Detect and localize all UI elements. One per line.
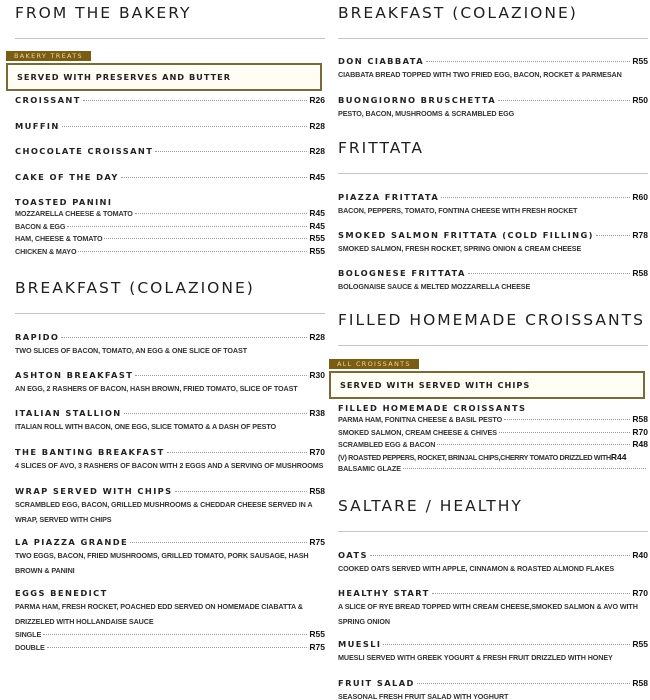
item-name: FRUIT SALAD	[338, 678, 415, 688]
menu-item[interactable]	[15, 537, 325, 578]
item-price: R58	[632, 678, 648, 688]
item-name: CAKE OF THE DAY	[15, 172, 119, 182]
leader-dots	[175, 491, 308, 492]
section-rule	[15, 313, 325, 314]
leader-dots	[62, 126, 308, 127]
item-description: BOLOGNAISE SAUCE & MELTED MOZZARELLA CHEESE	[338, 282, 531, 291]
leader-dots	[403, 468, 646, 469]
option-price: R48	[632, 439, 648, 449]
option-row-continued	[338, 464, 648, 477]
menu-item-panini[interactable]	[15, 197, 325, 258]
item-price: R28	[309, 121, 325, 131]
leader-dots	[426, 61, 630, 62]
item-price: R55	[632, 56, 648, 66]
item-price: R58	[309, 486, 325, 496]
item-name: WRAP SERVED WITH CHIPS	[15, 486, 173, 496]
menu-item[interactable]	[15, 370, 325, 396]
item-name: TOASTED PANINI	[15, 197, 113, 207]
section-rule	[338, 38, 648, 39]
item-price: R26	[309, 95, 325, 105]
item-description: A SLICE OF RYE BREAD TOPPED WITH CREAM CHEESE,SMOKED SALMON & AVO WITH SPRING ONION	[338, 602, 638, 626]
item-price: R28	[309, 332, 325, 342]
leader-dots	[498, 100, 630, 101]
item-price: R70	[309, 447, 325, 457]
leader-dots	[43, 634, 307, 635]
leader-dots	[78, 251, 307, 252]
option-row[interactable]	[15, 246, 325, 259]
menu-item[interactable]	[338, 678, 648, 700]
menu-item[interactable]	[338, 639, 648, 665]
section-rule	[338, 173, 648, 174]
option-name: MOZZARELLA CHEESE & TOMATO	[15, 209, 133, 218]
option-name: DOUBLE	[15, 642, 45, 652]
leader-dots	[155, 151, 307, 152]
item-price: R50	[632, 95, 648, 105]
item-description: 4 SLICES OF AVO, 3 RASHERS OF BACON WITH 2 EGGS AND A SERVING OF MUSHROOMS	[15, 461, 324, 470]
section-title: BREAKFAST (COLAZIONE)	[338, 4, 578, 22]
option-price: R70	[632, 426, 648, 437]
item-name: BUONGIORNO BRUSCHETTA	[338, 95, 497, 105]
item-name: LA PIAZZA GRANDE	[15, 537, 129, 547]
item-name: THE BANTING BREAKFAST	[15, 447, 165, 457]
option-price: R75	[309, 641, 325, 652]
item-description: TWO EGGS, BACON, FRIED MUSHROOMS, GRILLED TOMATO, PORK SAUSAGE, HASH BROWN & PANINI	[15, 551, 309, 575]
section-rule	[15, 38, 325, 39]
menu-item[interactable]	[15, 447, 325, 473]
item-description: SEASONAL FRESH FRUIT SALAD WITH YOGHURT	[338, 692, 509, 700]
leader-dots	[504, 419, 630, 420]
menu-item[interactable]	[338, 550, 648, 576]
section-croissants	[338, 311, 648, 329]
menu-item[interactable]	[338, 268, 648, 294]
menu-item[interactable]	[15, 172, 325, 182]
option-name: SCRAMBLED EGG & BACON	[338, 440, 436, 449]
leader-dots	[167, 452, 308, 453]
item-name: ASHTON BREAKFAST	[15, 370, 134, 380]
croissants-callout	[329, 353, 645, 399]
leader-dots	[370, 555, 631, 556]
leader-dots	[121, 177, 308, 178]
section-title: FILLED HOMEMADE CROISSANTS	[338, 311, 645, 329]
option-price: R44	[610, 451, 627, 462]
leader-dots	[61, 337, 307, 338]
section-title: BREAKFAST (COLAZIONE)	[15, 279, 255, 297]
leader-dots	[67, 226, 307, 227]
item-description: SMOKED SALMON, FRESH ROCKET, SPRING ONION & CREAM CHEESE	[338, 244, 582, 253]
item-name: RAPIDO	[15, 332, 60, 342]
option-price: R45	[309, 220, 325, 231]
item-price: R45	[309, 172, 325, 182]
option-row[interactable]	[338, 452, 648, 465]
menu-item[interactable]	[338, 192, 648, 218]
item-price: R30	[309, 370, 325, 380]
leader-dots	[135, 213, 308, 214]
option-row[interactable]	[15, 629, 325, 642]
section-healthy	[338, 497, 648, 515]
section-title: SALTARE / HEALTHY	[338, 497, 523, 515]
option-row[interactable]	[15, 642, 325, 655]
option-name: BALSAMIC GLAZE	[338, 464, 401, 473]
menu-item[interactable]	[338, 56, 648, 82]
item-name: MUFFIN	[15, 121, 60, 131]
item-description: SCRAMBLED EGG, BACON, GRILLED MUSHROOMS & CHEDDAR CHEESE SERVED IN A WRAP, SERVED WITH CHIPS	[15, 500, 313, 524]
item-price: R70	[632, 588, 648, 598]
item-description: PESTO, BACON, MUSHROOMS & SCRAMBLED EGG	[338, 109, 515, 118]
option-name: CHICKEN & MAYO	[15, 246, 77, 256]
item-description: TWO SLICES OF BACON, TOMATO, AN EGG & ONE SLICE OF TOAST	[15, 346, 247, 355]
menu-item[interactable]	[15, 332, 325, 358]
option-row[interactable]	[338, 414, 648, 427]
option-row[interactable]	[15, 233, 325, 246]
leader-dots	[83, 100, 308, 101]
item-name: BOLOGNESE FRITTATA	[338, 268, 466, 278]
menu-item[interactable]	[15, 486, 325, 527]
item-price: R78	[632, 230, 648, 240]
item-name: SMOKED SALMON FRITTATA (COLD FILLING)	[338, 230, 594, 240]
leader-dots	[417, 683, 631, 684]
leader-dots	[441, 197, 630, 198]
option-name: SINGLE	[15, 630, 42, 639]
item-price: R28	[309, 146, 325, 156]
menu-item[interactable]	[338, 230, 648, 256]
option-price: R55	[309, 245, 325, 256]
item-name: MUESLI	[338, 639, 382, 649]
option-row[interactable]	[338, 427, 648, 440]
option-row[interactable]	[338, 439, 648, 452]
item-name: PIAZZA FRITTATA	[338, 192, 440, 202]
leader-dots	[135, 375, 307, 376]
leader-dots	[468, 273, 631, 274]
section-title: FROM THE BAKERY	[15, 4, 192, 22]
item-name: DON CIABBATA	[338, 56, 425, 66]
item-price: R75	[309, 537, 325, 547]
option-name: HAM, CHEESE & TOMATO	[15, 234, 103, 243]
menu-item[interactable]	[338, 95, 648, 121]
option-name: SMOKED SALMON, CREAM CHEESE & CHIVES	[338, 427, 497, 437]
leader-dots	[383, 644, 630, 645]
callout-badge: BAKERY TREATS	[6, 51, 91, 61]
section-breakfast-continued	[338, 4, 648, 22]
callout-box: SERVED WITH SERVED WITH CHIPS	[329, 371, 645, 399]
section-title: FRITTATA	[338, 139, 424, 157]
menu-item[interactable]	[15, 408, 325, 434]
option-name: BACON & EGG	[15, 221, 66, 231]
menu-item[interactable]	[15, 121, 325, 131]
leader-dots	[437, 444, 630, 445]
leader-dots	[124, 413, 308, 414]
item-price: R60	[632, 192, 648, 202]
option-name: (V) ROASTED PEPPERS, ROCKET, BRINJAL CHIPS,CHERRY TOMATO DRIZZLED WITH	[338, 452, 611, 462]
item-name: OATS	[338, 550, 368, 560]
menu-item[interactable]	[15, 146, 325, 156]
menu-item-filled-croissants[interactable]	[338, 403, 648, 477]
leader-dots	[104, 238, 307, 239]
section-bakery	[15, 4, 325, 22]
leader-dots	[130, 542, 307, 543]
item-name: EGGS BENEDICT	[15, 588, 108, 598]
menu-item[interactable]	[15, 95, 325, 105]
callout-badge: ALL CROISSANTS	[329, 359, 419, 369]
item-name: FILLED HOMEMADE CROISSANTS	[338, 403, 527, 413]
leader-dots	[596, 235, 631, 236]
item-description: BACON, PEPPERS, TOMATO, FONTINA CHEESE WITH FRESH ROCKET	[338, 206, 578, 215]
item-name: CHOCOLATE CROISSANT	[15, 146, 154, 156]
option-price: R55	[309, 233, 325, 243]
item-price: R55	[632, 639, 648, 649]
item-description: COOKED OATS SERVED WITH APPLE, CINNAMON & ROASTED ALMOND FLAKES	[338, 564, 615, 573]
option-price: R58	[632, 414, 648, 424]
menu-item-eggs-benedict[interactable]	[15, 588, 325, 654]
item-name: ITALIAN STALLION	[15, 408, 122, 418]
item-description: AN EGG, 2 RASHERS OF BACON, HASH BROWN, FRIED TOMATO, SLICE OF TOAST	[15, 384, 298, 393]
item-description: MUESLI SERVED WITH GREEK YOGURT & FRESH FRUIT DRIZZLED WITH HONEY	[338, 653, 613, 662]
section-breakfast	[15, 279, 325, 297]
bakery-callout	[6, 45, 322, 91]
item-name: HEALTHY START	[338, 588, 430, 598]
option-price: R55	[309, 629, 325, 639]
leader-dots	[47, 647, 308, 648]
leader-dots	[432, 593, 631, 594]
item-name: CROISSANT	[15, 95, 81, 105]
option-name: PARMA HAM, FONITNA CHEESE & BASIL PESTO	[338, 415, 503, 424]
item-price: R40	[632, 550, 648, 560]
option-price: R45	[309, 208, 325, 218]
item-description: PARMA HAM, FRESH ROCKET, POACHED EDD SERVED ON HOMEMADE CIABATTA & DRIZZELED WITH HOLLANDAISE SAUCE	[15, 602, 303, 626]
leader-dots	[499, 432, 630, 433]
menu-item[interactable]	[338, 588, 648, 629]
option-row[interactable]	[15, 208, 325, 221]
item-description: CIABBATA BREAD TOPPED WITH TWO FRIED EGG, BACON, ROCKET & PARMESAN	[338, 70, 622, 79]
section-rule	[338, 345, 648, 346]
section-rule	[338, 531, 648, 532]
item-price: R58	[632, 268, 648, 278]
callout-box: SERVED WITH PRESERVES AND BUTTER	[6, 63, 322, 91]
option-row[interactable]	[15, 221, 325, 234]
item-description: ITALIAN ROLL WITH BACON, ONE EGG, SLICE TOMATO & A DASH OF PESTO	[15, 422, 277, 431]
item-price: R38	[309, 408, 325, 418]
section-frittata	[338, 139, 648, 157]
